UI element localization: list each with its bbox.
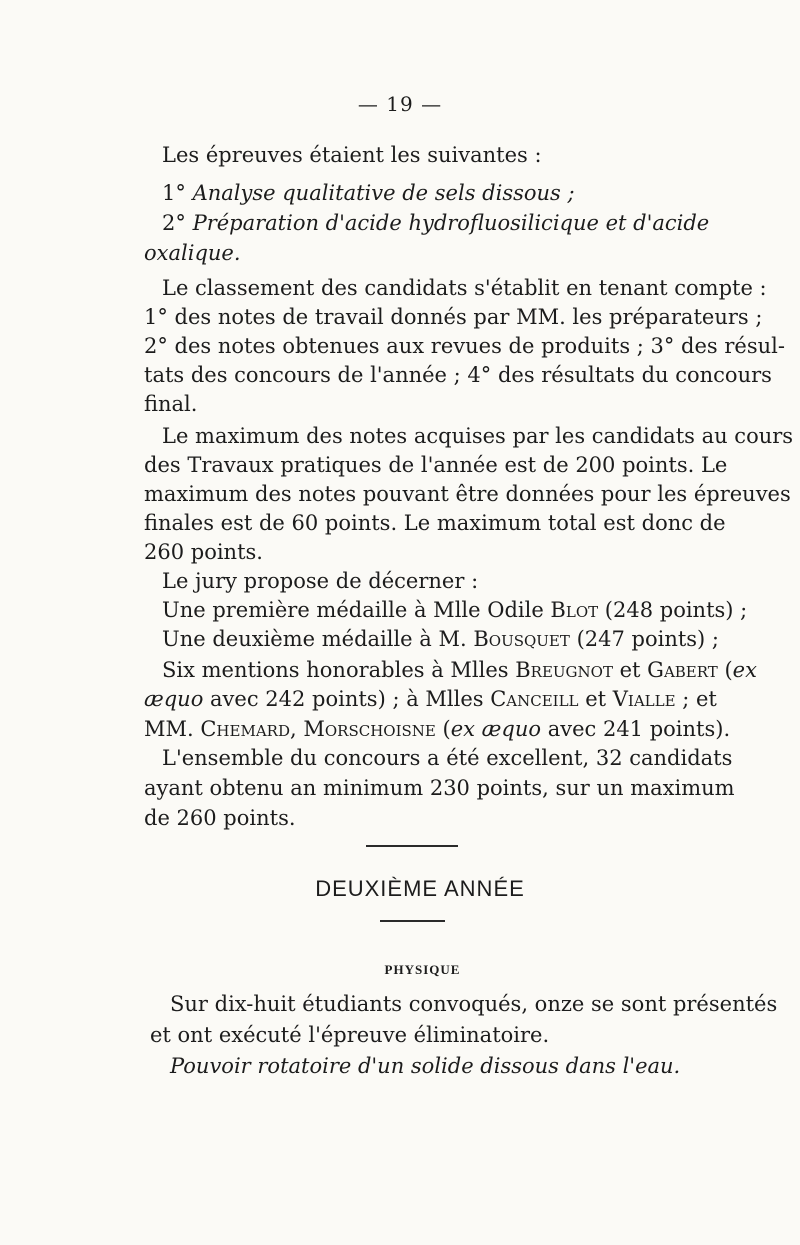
ensemble-line: de 260 points. (144, 806, 296, 830)
jury-mentions-2: æquo avec 242 points) ; à Mlles Canceill et Vialle ; et (144, 687, 717, 711)
physique-line: Sur dix-huit étudiants convoqués, onze se sont présentés (170, 992, 778, 1016)
classement-line: tats des concours de l'année ; 4° des résultats du concours (144, 363, 772, 387)
maximum-line: des Travaux pratiques de l'année est de 200 points. Le (144, 453, 728, 477)
jury-mentions-3: MM. Chemard, Morschoisne (ex æquo avec 241 points). (144, 717, 731, 741)
maximum-line: 260 points. (144, 540, 263, 564)
jury-first-medal: Une première médaille à Mlle Odile Blot (248 points) ; (162, 598, 748, 622)
ensemble-line: ayant obtenu an minimum 230 points, sur un maximum (144, 776, 735, 800)
classement-line: Le classement des candidats s'établit en tenant compte : (162, 276, 767, 300)
classement-line: 1° des notes de travail donnés par MM. les préparateurs ; (144, 305, 763, 329)
epreuve-1: 1° Analyse qualitative de sels dissous ; (162, 181, 575, 205)
jury-second-medal: Une deuxième médaille à M. Bousquet (247 points) ; (162, 627, 720, 651)
physique-line: et ont exécuté l'épreuve éliminatoire. (150, 1023, 550, 1047)
jury-mentions-1: Six mentions honorables à Mlles Breugnot et Gabert (ex (162, 658, 757, 682)
epreuve-2: 2° Préparation d'acide hydrofluosilicique et d'acide (162, 211, 710, 235)
section-title: DEUXIÈME ANNÉE (315, 876, 525, 901)
classement-line: 2° des notes obtenues aux revues de produits ; 3° des résul- (144, 334, 785, 358)
classement-line: final. (144, 392, 198, 416)
jury-intro: Le jury propose de décerner : (162, 569, 479, 593)
laureate-name: Bousquet (473, 627, 570, 651)
ensemble-line: L'ensemble du concours a été excellent, 32 candidats (162, 746, 733, 770)
physique-epreuve: Pouvoir rotatoire d'un solide dissous dans l'eau. (170, 1054, 681, 1078)
separator-rule (366, 845, 458, 847)
text-column (144, 0, 794, 1245)
epreuve-2-cont: oxalique. (144, 241, 241, 265)
maximum-line: finales est de 60 points. Le maximum total est donc de (144, 511, 726, 535)
subsection-title: PHYSIQUE (384, 962, 461, 977)
maximum-line: Le maximum des notes acquises par les candidats au cours (162, 424, 794, 448)
intro-line: Les épreuves étaient les suivantes : (162, 143, 542, 167)
page-number: — 19 — (357, 92, 443, 116)
maximum-line: maximum des notes pouvant être données pour les épreuves (144, 482, 791, 506)
separator-rule (380, 920, 445, 922)
laureate-name: Blot (550, 598, 599, 622)
